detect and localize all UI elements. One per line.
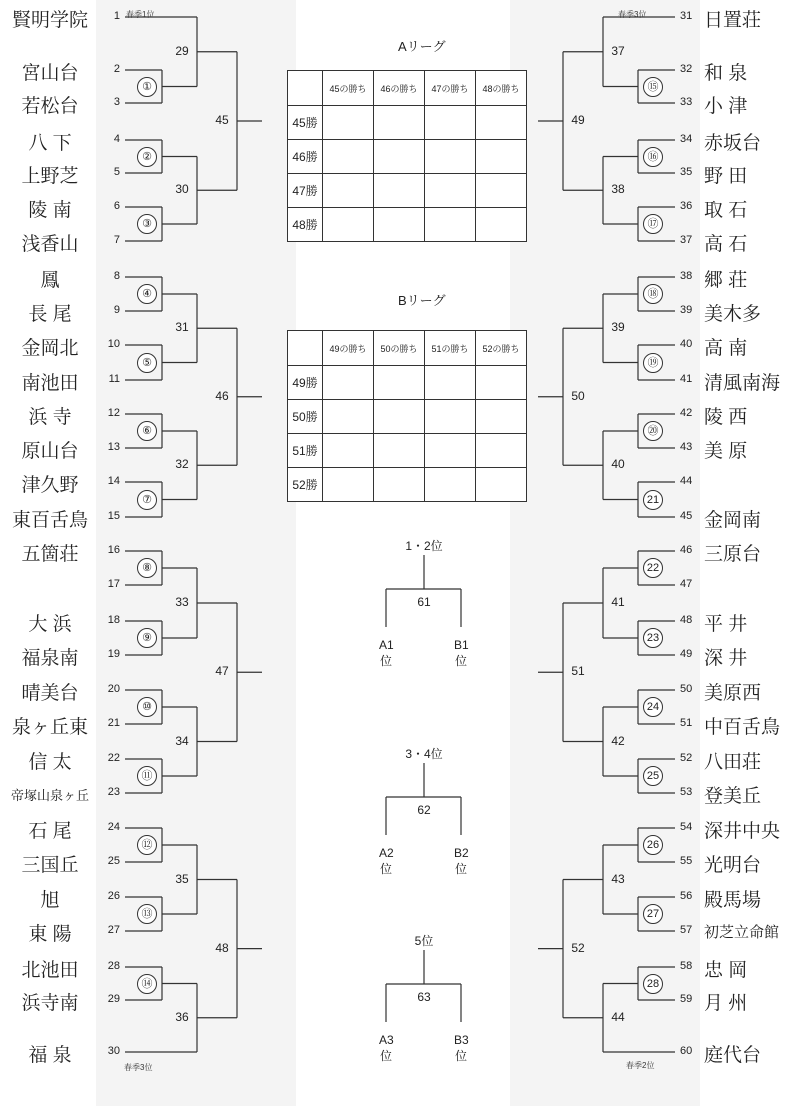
- team-name: 三原台: [704, 544, 762, 565]
- team-number: 7: [113, 234, 120, 246]
- final-left-slot: A1位: [379, 638, 394, 668]
- match-number: ⑥: [137, 421, 157, 441]
- match-number: 44: [611, 1009, 625, 1024]
- match-number: ⑩: [137, 697, 157, 717]
- match-number: 39: [611, 320, 625, 335]
- team-number: 45: [680, 510, 693, 522]
- team-name: 登美丘: [704, 786, 762, 807]
- league-b-cell: [323, 366, 374, 400]
- team-name: 上野芝: [21, 166, 79, 187]
- team-number: 58: [680, 960, 693, 972]
- seed-note-right-bottom: 春季2位: [626, 1061, 655, 1070]
- match-number: 26: [643, 835, 663, 855]
- team-number: 49: [680, 648, 693, 660]
- team-number: 8: [113, 270, 120, 282]
- team-name: 高 南: [704, 338, 748, 359]
- team-number: 34: [680, 133, 693, 145]
- league-a-cell: [476, 208, 527, 242]
- league-a-cell: [425, 140, 476, 174]
- match-number: 51: [571, 664, 585, 679]
- match-number: ⑮: [643, 77, 663, 97]
- match-number: ⑧: [137, 558, 157, 578]
- team-number: 51: [680, 717, 693, 729]
- league-b-row-header: 49勝: [288, 366, 323, 400]
- league-b-cell: [425, 400, 476, 434]
- team-name: 浜 寺: [28, 407, 72, 428]
- match-number: ⑪: [137, 766, 157, 786]
- league-a-title: Aリーグ: [398, 39, 446, 54]
- final-title: 5位: [414, 934, 434, 948]
- final-left-slot: A3位: [379, 1033, 394, 1063]
- match-number: 27: [643, 904, 663, 924]
- league-a-cell: [323, 174, 374, 208]
- team-number: 25: [107, 855, 120, 867]
- team-name: 美木多: [704, 304, 762, 325]
- league-a-cell: [476, 174, 527, 208]
- league-b-col-header: 50の勝ち: [374, 331, 425, 366]
- league-b-title: Bリーグ: [398, 293, 446, 308]
- team-number: 38: [680, 270, 693, 282]
- team-number: 20: [107, 683, 120, 695]
- league-a-row-header: 47勝: [288, 174, 323, 208]
- team-name: 浜寺南: [21, 993, 79, 1014]
- match-number: ⑬: [137, 904, 157, 924]
- team-number: 42: [680, 407, 693, 419]
- match-number: 50: [571, 388, 585, 403]
- league-a-cell: [425, 174, 476, 208]
- match-number: 36: [175, 1009, 189, 1024]
- team-number: 33: [680, 96, 693, 108]
- league-b-cell: [323, 468, 374, 502]
- team-name: 金岡北: [21, 338, 79, 359]
- match-number: ⑰: [643, 214, 663, 234]
- match-number: 30: [175, 182, 189, 197]
- match-number: 38: [611, 182, 625, 197]
- team-number: 32: [680, 63, 693, 75]
- match-number: ⑯: [643, 147, 663, 167]
- match-number: 33: [175, 595, 189, 609]
- team-name: 野 田: [704, 166, 748, 187]
- league-a-col-header: 47の勝ち: [425, 71, 476, 106]
- league-a-cell: [323, 106, 374, 140]
- team-number: 30: [107, 1045, 120, 1057]
- team-name: 初芝立命館: [704, 924, 780, 941]
- team-name: 清風南海: [704, 373, 781, 394]
- match-number: 52: [571, 940, 585, 955]
- league-b-corner: [288, 331, 323, 366]
- team-number: 48: [680, 614, 693, 626]
- match-number: ⑨: [137, 628, 157, 648]
- team-number: 59: [680, 993, 693, 1005]
- league-a-row-header: 48勝: [288, 208, 323, 242]
- team-name: 赤坂台: [704, 133, 762, 154]
- team-number: 3: [113, 96, 120, 108]
- team-number: 28: [107, 960, 120, 972]
- team-name: 取 石: [704, 200, 748, 221]
- team-name: 長 尾: [28, 304, 72, 325]
- team-number: 24: [107, 821, 120, 833]
- team-name: 高 石: [704, 234, 748, 255]
- league-b-cell: [476, 366, 527, 400]
- seed-note-left-top: 春季1位: [126, 10, 155, 19]
- team-number: 15: [107, 510, 120, 522]
- match-number: 48: [215, 940, 229, 955]
- team-number: 22: [107, 752, 120, 764]
- match-number: ⑤: [137, 353, 157, 373]
- team-name: 石 尾: [28, 821, 72, 842]
- team-name: 忠 岡: [704, 960, 748, 981]
- team-name: 東百舌鳥: [11, 510, 88, 531]
- team-name: 浅香山: [21, 234, 79, 255]
- team-name: 南池田: [21, 373, 79, 394]
- match-number: 40: [611, 457, 625, 472]
- league-a-cell: [425, 106, 476, 140]
- team-name: 信 太: [28, 752, 72, 773]
- league-b-cell: [476, 434, 527, 468]
- team-number: 10: [107, 338, 120, 350]
- league-a-cell: [476, 140, 527, 174]
- match-number: ⑫: [137, 835, 157, 855]
- match-number: ⑲: [643, 353, 663, 373]
- team-name: 原山台: [21, 441, 79, 462]
- team-number: 6: [113, 200, 120, 212]
- team-number: 21: [107, 717, 120, 729]
- league-b-row-header: 50勝: [288, 400, 323, 434]
- team-name: 陵 南: [28, 200, 72, 221]
- match-number: ④: [137, 284, 157, 304]
- team-number: 60: [680, 1045, 693, 1057]
- league-a-cell: [323, 208, 374, 242]
- league-b-cell: [425, 366, 476, 400]
- team-name: 北池田: [21, 960, 79, 981]
- team-number: 43: [680, 441, 693, 453]
- team-name: 小 津: [704, 96, 748, 117]
- league-b-cell: [374, 434, 425, 468]
- team-number: 9: [113, 304, 120, 316]
- league-b-cell: [476, 468, 527, 502]
- team-number: 40: [680, 338, 693, 350]
- final-title: 3・4位: [405, 747, 443, 761]
- league-a-corner: [288, 71, 323, 106]
- league-a-cell: [476, 106, 527, 140]
- team-number: 41: [680, 373, 693, 385]
- league-b-cell: [476, 400, 527, 434]
- match-number: 47: [215, 664, 229, 679]
- team-name: 鳳: [40, 270, 60, 291]
- match-number: ①: [137, 77, 157, 97]
- match-number: ⑳: [643, 421, 663, 441]
- league-a-col-header: 45の勝ち: [323, 71, 374, 106]
- match-number: 43: [611, 871, 625, 886]
- team-number: 55: [680, 855, 693, 867]
- team-name: 平 井: [704, 614, 748, 635]
- league-a-row-header: 45勝: [288, 106, 323, 140]
- team-name: 陵 西: [704, 407, 748, 428]
- team-number: 37: [680, 234, 693, 246]
- league-a-cell: [374, 174, 425, 208]
- match-number: 24: [643, 697, 663, 717]
- league-a-col-header: 46の勝ち: [374, 71, 425, 106]
- match-number: 41: [611, 595, 625, 609]
- league-b-cell: [425, 434, 476, 468]
- league-a-cell: [374, 106, 425, 140]
- match-number: 25: [643, 766, 663, 786]
- team-number: 1: [113, 10, 120, 22]
- match-number: 21: [643, 490, 663, 510]
- team-number: 53: [680, 786, 693, 798]
- match-number: 34: [175, 733, 189, 748]
- team-number: 5: [113, 166, 120, 178]
- final-match-number: 62: [417, 803, 431, 817]
- league-b-row-header: 51勝: [288, 434, 323, 468]
- team-number: 56: [680, 890, 693, 902]
- league-b-row-header: 52勝: [288, 468, 323, 502]
- team-name: 金岡南: [704, 510, 762, 531]
- team-number: 19: [107, 648, 120, 660]
- team-number: 4: [113, 133, 120, 145]
- team-number: 52: [680, 752, 693, 764]
- team-name: 八 下: [28, 133, 72, 154]
- league-b-cell: [374, 366, 425, 400]
- league-b-col-header: 51の勝ち: [425, 331, 476, 366]
- team-name: 帝塚山泉ヶ丘: [10, 788, 89, 803]
- team-name: 日置荘: [704, 10, 762, 31]
- team-number: 12: [107, 407, 120, 419]
- league-a-table: [287, 70, 527, 242]
- match-number: ⑦: [137, 490, 157, 510]
- team-name: 三国丘: [21, 855, 79, 876]
- team-name: 郷 荘: [704, 270, 748, 291]
- final-match-number: 61: [417, 595, 431, 609]
- team-name: 庭代台: [704, 1045, 762, 1066]
- match-number: 29: [175, 43, 189, 58]
- league-a-cell: [323, 140, 374, 174]
- match-number: 22: [643, 558, 663, 578]
- team-number: 54: [680, 821, 693, 833]
- team-name: 福 泉: [28, 1045, 72, 1066]
- team-number: 39: [680, 304, 693, 316]
- seed-note-right-top: 春季3位: [618, 10, 647, 19]
- league-b-cell: [323, 434, 374, 468]
- final-match-number: 63: [417, 990, 431, 1004]
- match-number: 37: [611, 43, 625, 58]
- team-number: 16: [107, 544, 120, 556]
- match-number: 31: [175, 320, 189, 335]
- team-number: 13: [107, 441, 120, 453]
- team-name: 和 泉: [704, 63, 748, 84]
- team-name: 美原西: [704, 683, 762, 704]
- match-number: 49: [571, 113, 585, 127]
- team-number: 36: [680, 200, 693, 212]
- match-number: 28: [643, 974, 663, 994]
- team-number: 17: [107, 578, 120, 590]
- team-number: 29: [107, 993, 120, 1005]
- team-number: 35: [680, 166, 693, 178]
- match-number: ③: [137, 214, 157, 234]
- final-title: 1・2位: [405, 539, 443, 553]
- league-b-cell: [323, 400, 374, 434]
- team-number: 31: [680, 10, 693, 22]
- match-number: 42: [611, 733, 625, 748]
- final-right-slot: B3位: [454, 1033, 469, 1063]
- team-name: 晴美台: [21, 683, 79, 704]
- league-b-cell: [374, 468, 425, 502]
- team-number: 14: [107, 475, 120, 487]
- team-number: 18: [107, 614, 120, 626]
- league-b-col-header: 52の勝ち: [476, 331, 527, 366]
- team-number: 50: [680, 683, 693, 695]
- league-a-row-header: 46勝: [288, 140, 323, 174]
- final-left-slot: A2位: [379, 846, 394, 876]
- team-name: 八田荘: [704, 752, 762, 773]
- team-number: 23: [107, 786, 120, 798]
- match-number: ②: [137, 147, 157, 167]
- team-name: 旭: [40, 890, 60, 911]
- team-name: 深井中央: [704, 821, 781, 842]
- match-number: 45: [215, 113, 229, 127]
- league-b-cell: [425, 468, 476, 502]
- league-a-cell: [374, 208, 425, 242]
- team-name: 泉ヶ丘東: [11, 717, 88, 738]
- match-number: 35: [175, 871, 189, 886]
- team-name: 殿馬場: [704, 890, 762, 911]
- league-a-cell: [425, 208, 476, 242]
- team-number: 46: [680, 544, 693, 556]
- team-number: 27: [107, 924, 120, 936]
- match-number: 23: [643, 628, 663, 648]
- team-number: 2: [113, 63, 120, 75]
- match-number: ⑭: [137, 974, 157, 994]
- seed-note-left-bottom: 春季3位: [124, 1063, 153, 1072]
- team-name: 中百舌鳥: [704, 717, 781, 738]
- team-name: 深 井: [704, 648, 748, 669]
- team-name: 月 州: [704, 993, 748, 1014]
- final-right-slot: B2位: [454, 846, 469, 876]
- match-number: ⑱: [643, 284, 663, 304]
- team-name: 宮山台: [21, 63, 79, 84]
- final-right-slot: B1位: [454, 638, 469, 668]
- team-number: 44: [680, 475, 693, 487]
- match-number: 32: [175, 457, 189, 472]
- team-name: 若松台: [21, 96, 79, 117]
- team-name: 美 原: [704, 441, 748, 462]
- league-a-col-header: 48の勝ち: [476, 71, 527, 106]
- league-a-cell: [374, 140, 425, 174]
- team-name: 光明台: [704, 855, 762, 876]
- team-number: 47: [680, 578, 693, 590]
- team-number: 57: [680, 924, 693, 936]
- team-name: 五箇荘: [21, 544, 79, 565]
- league-b-col-header: 49の勝ち: [323, 331, 374, 366]
- team-number: 11: [108, 373, 120, 385]
- league-b-cell: [374, 400, 425, 434]
- team-name: 福泉南: [21, 648, 79, 669]
- team-number: 26: [107, 890, 120, 902]
- league-b-table: [287, 330, 527, 502]
- team-name: 賢明学院: [11, 10, 88, 31]
- team-name: 津久野: [21, 475, 79, 496]
- team-name: 大 浜: [28, 614, 72, 635]
- team-name: 東 陽: [28, 924, 72, 945]
- match-number: 46: [215, 388, 229, 403]
